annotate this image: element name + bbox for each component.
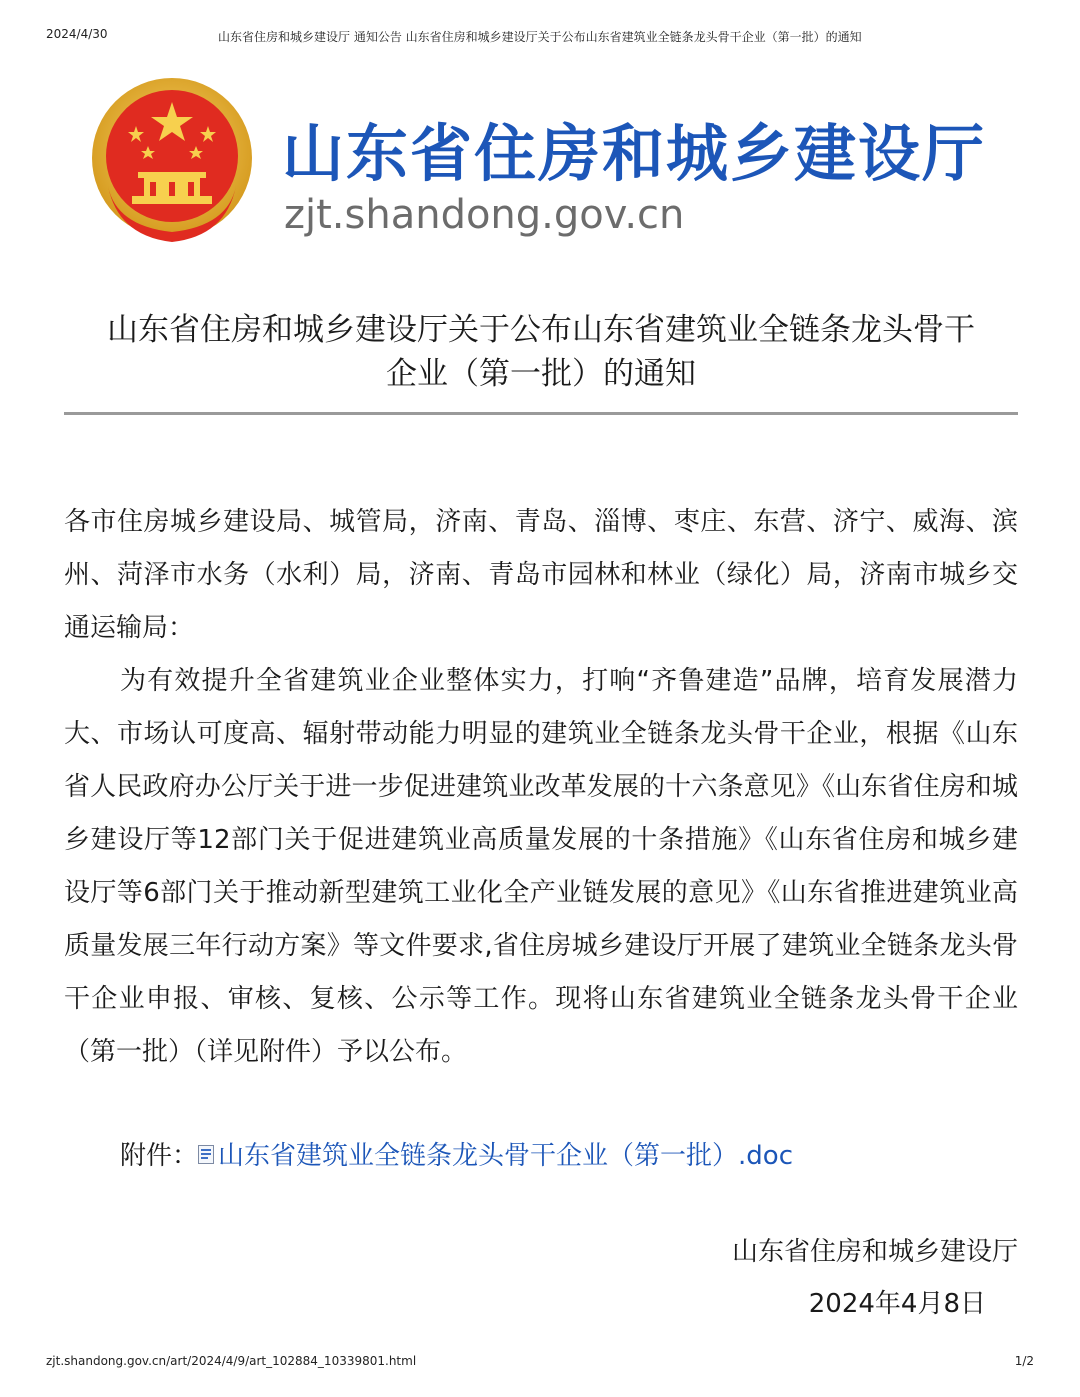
attachment-link[interactable]: 山东省建筑业全链条龙头骨干企业（第一批）.doc bbox=[218, 1141, 793, 1171]
print-header-title: 山东省住房和城乡建设厅 通知公告 山东省住房和城乡建设厅关于公布山东省建筑业全链条龙头骨干企业（第一批）的通知 bbox=[218, 30, 862, 44]
signer-organization: 山东省住房和城乡建设厅 bbox=[731, 1237, 1018, 1267]
print-footer-url: zjt.shandong.gov.cn/art/2024/4/9/art_102884_10339801.html bbox=[46, 1354, 417, 1368]
signing-date: 2024年4月8日 bbox=[808, 1289, 986, 1319]
notice-title-line-1: 山东省住房和城乡建设厅关于公布山东省建筑业全链条龙头骨干 bbox=[107, 312, 975, 348]
addressees-paragraph: 各市住房城乡建设局、城管局，济南、青岛、淄博、枣庄、东营、济宁、威海、滨州、菏泽市水务（水利）局，济南、青岛市园林和林业（绿化）局，济南市城乡交通运输局： bbox=[64, 507, 1018, 643]
attachment-label: 附件： bbox=[120, 1141, 199, 1171]
body-paragraph: 为有效提升全省建筑业企业整体实力，打响“齐鲁建造”品牌，培育发展潜力大、市场认可度高、辐射带动能力明显的建筑业全链条龙头骨干企业，根据《山东省人民政府办公厅关于进一步促进建筑业改革发展的十六条意见》《山东省住房和城乡建设厅等12部门关于促进建筑业高质量发展的十条措施》《山东省住房和城乡建设厅等6部门关于推动新型建筑工业化全产业链发展的意见》《山东省推进建筑业高质量发展三年行动方案》等文件要求,省住房城乡建设厅开展了建筑业全链条龙头骨干企业申报、审核、复核、公示等工作。现将山东省建筑业全链条龙头骨干企业（第一批）（详见附件）予以公布。 bbox=[64, 666, 1018, 1067]
site-name: 山东省住房和城乡建设厅 bbox=[282, 117, 987, 190]
notice-content bbox=[64, 496, 1018, 1079]
notice-title-line-2: 企业（第一批）的通知 bbox=[386, 356, 696, 392]
attachment-line bbox=[120, 1134, 793, 1178]
doc-file-icon bbox=[198, 1145, 214, 1164]
national-emblem-icon bbox=[88, 76, 256, 248]
title-divider bbox=[64, 412, 1018, 415]
notice-title bbox=[64, 308, 1018, 396]
print-page-number: 1/2 bbox=[1014, 1354, 1034, 1368]
print-date: 2024/4/30 bbox=[46, 27, 108, 41]
site-domain: zjt.shandong.gov.cn bbox=[284, 192, 685, 238]
